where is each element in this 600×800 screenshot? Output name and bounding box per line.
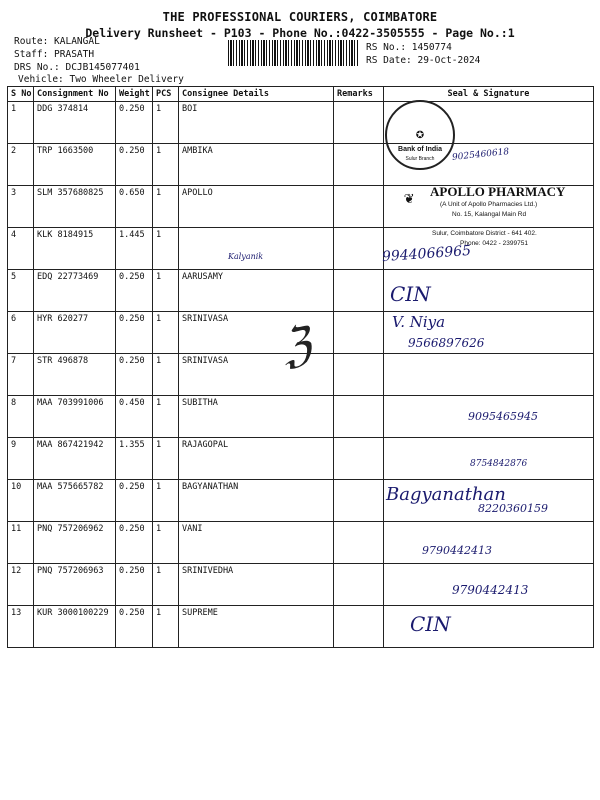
row-sno: 12 <box>8 564 34 606</box>
table-row <box>8 270 594 312</box>
row-remarks <box>334 102 384 144</box>
company-title: THE PROFESSIONAL COURIERS, COIMBATORE <box>162 10 438 24</box>
row-weight: 0.450 <box>116 396 153 438</box>
row-seal-signature <box>384 312 594 354</box>
row-seal-signature <box>384 522 594 564</box>
bank-stamp-branch: Sulur Branch <box>405 156 435 162</box>
vehicle-label: Vehicle: Two Wheeler Delivery <box>18 74 184 85</box>
row-consignment: PNQ 757206962 <box>34 522 116 564</box>
row-pcs: 1 <box>153 228 179 270</box>
row-seal-signature <box>384 396 594 438</box>
row-sno: 1 <box>8 102 34 144</box>
row-pcs: 1 <box>153 354 179 396</box>
row-remarks <box>334 396 384 438</box>
signature-phone-12: 9790442413 <box>452 583 529 597</box>
row-remarks <box>334 186 384 228</box>
table-header-row <box>8 87 594 102</box>
row-remarks <box>334 228 384 270</box>
apollo-stamp-title: APOLLO PHARMACY <box>430 184 566 199</box>
row-seal-signature <box>384 270 594 312</box>
signature-name-4: Kalyanik <box>228 252 264 261</box>
bank-emblem-icon: ✪ <box>415 126 425 142</box>
staff-label: Staff: PRASATH <box>14 49 95 60</box>
row-pcs: 1 <box>153 186 179 228</box>
row-seal-signature <box>384 480 594 522</box>
row-consignee: VANI <box>179 522 334 564</box>
drs-number: DRS No.: DCJB145077401 <box>14 62 140 73</box>
row-sno: 5 <box>8 270 34 312</box>
row-remarks <box>334 522 384 564</box>
row-consignee: SRINIVEDHA <box>179 564 334 606</box>
row-pcs: 1 <box>153 564 179 606</box>
row-remarks <box>334 354 384 396</box>
route-label: Route: KALANGAL <box>14 36 100 47</box>
row-consignment: MAA 575665782 <box>34 480 116 522</box>
table-row <box>8 480 594 522</box>
row-consignment: KLK 8184915 <box>34 228 116 270</box>
row-remarks <box>334 144 384 186</box>
apollo-stamp-line1: (A Unit of Apollo Pharmacies Ltd.) <box>440 201 538 208</box>
col-weight: Weight <box>116 87 153 102</box>
row-consignment: STR 496878 <box>34 354 116 396</box>
row-pcs: 1 <box>153 102 179 144</box>
table-row <box>8 522 594 564</box>
signature-phone-11: 9790442413 <box>422 544 492 557</box>
row-consignment: MAA 867421942 <box>34 438 116 480</box>
row-consignee: SUBITHA <box>179 396 334 438</box>
apollo-stamp-line2: No. 15, Kalangal Main Rd <box>452 211 527 218</box>
signature-13: CIN <box>410 612 451 636</box>
row-weight: 0.250 <box>116 480 153 522</box>
signature-phone-2: 9025460618 <box>451 147 510 163</box>
row-seal-signature <box>384 606 594 648</box>
rs-number: RS No.: 1450774 <box>366 42 452 53</box>
signature-5: CIN <box>390 282 431 306</box>
row-consignee: APOLLO <box>179 186 334 228</box>
row-weight: 0.250 <box>116 564 153 606</box>
row-seal-signature <box>384 564 594 606</box>
row-sno: 4 <box>8 228 34 270</box>
row-sno: 6 <box>8 312 34 354</box>
row-remarks <box>334 480 384 522</box>
row-sno: 3 <box>8 186 34 228</box>
table-row <box>8 102 594 144</box>
col-seal: Seal & Signature <box>384 87 594 102</box>
row-sno: 8 <box>8 396 34 438</box>
row-consignment: MAA 703991006 <box>34 396 116 438</box>
row-remarks <box>334 606 384 648</box>
rs-date: RS Date: 29-Oct-2024 <box>366 55 481 66</box>
row-pcs: 1 <box>153 438 179 480</box>
row-pcs: 1 <box>153 312 179 354</box>
table-row <box>8 144 594 186</box>
signature-name-6: V. Niya <box>392 313 446 331</box>
row-remarks <box>334 270 384 312</box>
table-row <box>8 438 594 480</box>
signature-phone-9: 8754842876 <box>470 459 528 469</box>
apollo-stamp-line3: Sulur, Coimbatore District - 641 402. <box>432 230 537 237</box>
runsheet-title: Delivery Runsheet - P103 - Phone No.:0422-3505555 - Page No.:1 <box>85 26 515 40</box>
row-consignee: SRINIVASA <box>179 312 334 354</box>
row-remarks <box>334 564 384 606</box>
row-seal-signature <box>384 354 594 396</box>
barcode <box>228 40 360 66</box>
row-sno: 13 <box>8 606 34 648</box>
row-consignment: SLM 357680825 <box>34 186 116 228</box>
row-consignee <box>179 228 334 270</box>
col-sno: S No <box>8 87 34 102</box>
row-pcs: 1 <box>153 480 179 522</box>
row-pcs: 1 <box>153 144 179 186</box>
row-sno: 9 <box>8 438 34 480</box>
signature-phone-6: 9566897626 <box>408 336 485 350</box>
table-row <box>8 606 594 648</box>
bank-stamp-name: Bank of India <box>398 146 442 153</box>
table-row <box>8 396 594 438</box>
bank-stamp <box>385 100 455 170</box>
row-pcs: 1 <box>153 606 179 648</box>
scribble-mark: ℨ <box>277 315 315 375</box>
row-consignee: AARUSAMY <box>179 270 334 312</box>
row-sno: 7 <box>8 354 34 396</box>
row-pcs: 1 <box>153 522 179 564</box>
signature-phone-8: 9095465945 <box>468 410 538 423</box>
row-weight: 0.650 <box>116 186 153 228</box>
row-weight: 0.250 <box>116 270 153 312</box>
col-pcs: PCS <box>153 87 179 102</box>
row-pcs: 1 <box>153 396 179 438</box>
row-seal-signature <box>384 438 594 480</box>
row-sno: 11 <box>8 522 34 564</box>
row-consignment: DDG 374814 <box>34 102 116 144</box>
row-consignment: PNQ 757206963 <box>34 564 116 606</box>
signature-name-10: Bagyanathan <box>386 484 506 505</box>
row-consignment: KUR 3000100229 <box>34 606 116 648</box>
row-sno: 10 <box>8 480 34 522</box>
row-weight: 0.250 <box>116 354 153 396</box>
row-remarks <box>334 312 384 354</box>
runsheet-table <box>7 86 594 648</box>
row-pcs: 1 <box>153 270 179 312</box>
table-row <box>8 312 594 354</box>
row-weight: 1.445 <box>116 228 153 270</box>
row-weight: 0.250 <box>116 606 153 648</box>
row-weight: 0.250 <box>116 102 153 144</box>
row-consignment: HYR 620277 <box>34 312 116 354</box>
row-consignee: BAGYANATHAN <box>179 480 334 522</box>
row-remarks <box>334 438 384 480</box>
apollo-stamp-phone: Phone: 0422 - 2399751 <box>460 240 528 247</box>
signature-phone-10: 8220360159 <box>478 502 548 515</box>
row-consignee: AMBIKA <box>179 144 334 186</box>
row-consignee: RAJAGOPAL <box>179 438 334 480</box>
row-weight: 0.250 <box>116 312 153 354</box>
apollo-logo-icon: ❦ <box>404 188 414 207</box>
row-consignee: BOI <box>179 102 334 144</box>
row-weight: 0.250 <box>116 522 153 564</box>
table-row <box>8 354 594 396</box>
col-consignment: Consignment No <box>34 87 116 102</box>
row-consignee: SUPREME <box>179 606 334 648</box>
row-weight: 1.355 <box>116 438 153 480</box>
row-consignee: SRINIVASA <box>179 354 334 396</box>
row-weight: 0.250 <box>116 144 153 186</box>
row-sno: 2 <box>8 144 34 186</box>
col-remarks: Remarks <box>334 87 384 102</box>
signature-phone-4: 9944066965 <box>381 242 472 266</box>
table-row <box>8 564 594 606</box>
row-consignment: EDQ 22773469 <box>34 270 116 312</box>
col-consignee: Consignee Details <box>179 87 334 102</box>
row-consignment: TRP 1663500 <box>34 144 116 186</box>
